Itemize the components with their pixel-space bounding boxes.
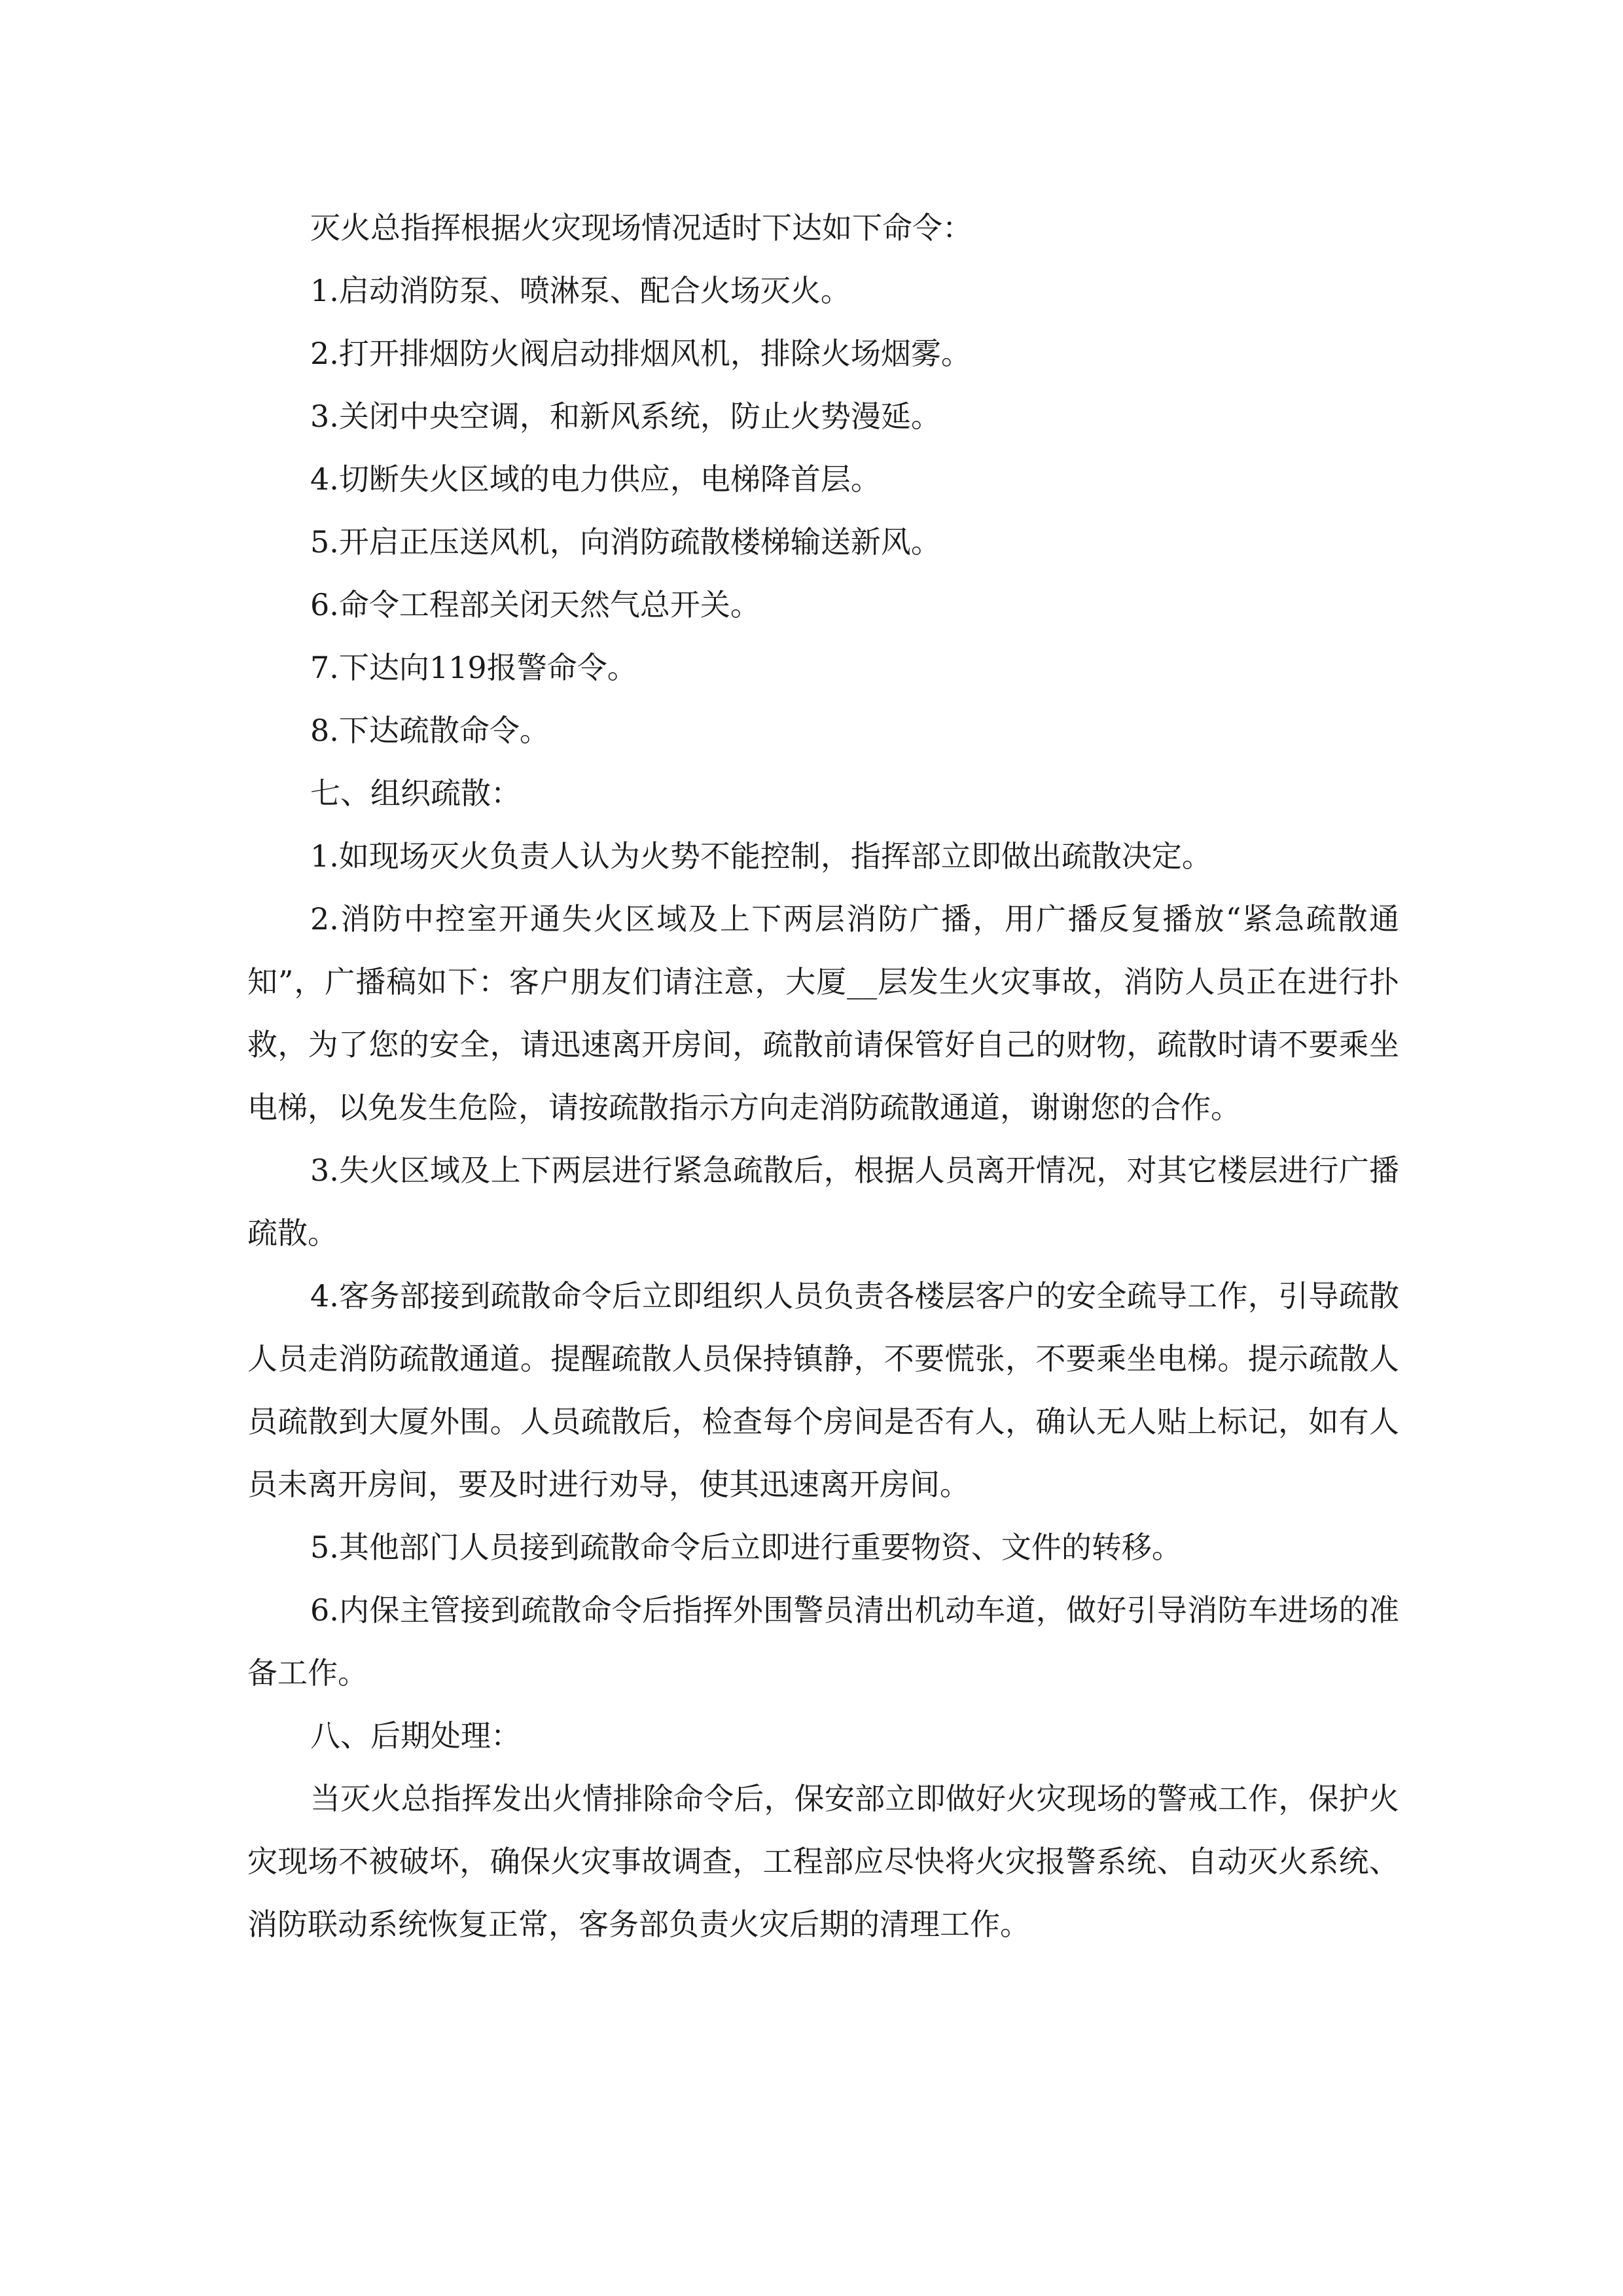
- paragraph-command-4: 4.切断失火区域的电力供应，电梯降首层。: [310, 461, 881, 497]
- paragraph-evacuation-1: 1.如现场灭火负责人认为火势不能控制，指挥部立即做出疏散决定。: [310, 838, 1212, 874]
- paragraph-evacuation-4: 4.客务部接到疏散命令后立即组织人员负责各楼层客户的安全疏导工作，引导疏散人员走消防疏散通道。提醒疏散人员保持镇静，不要慌张，不要乘坐电梯。提示疏散人员疏散到大厦外围。人员疏散后，检查每个房间是否有人，确认无人贴上标记，如有人员未离开房间，要及时进行劝导，使其迅速离开房间。: [247, 1278, 1399, 1502]
- paragraph-evacuation-6: 6.内保主管接到疏散命令后指挥外围警员清出机动车道，做好引导消防车进场的准备工作。: [247, 1592, 1399, 1691]
- paragraph-evacuation-2: 2.消防中控室开通失火区域及上下两层消防广播，用广播反复播放“紧急疏散通知”，广播稿如下：客户朋友们请注意，大厦__层发生火灾事故，消防人员正在进行扑救，为了您的安全，请迅速离开房间，疏散前请保管好自己的财物，疏散时请不要乘坐电梯，以免发生危险，请按疏散指示方向走消防疏散通道，谢谢您的合作。: [247, 901, 1399, 1125]
- paragraph-command-7: 7.下达向119报警命令。: [310, 650, 637, 685]
- document-body: [247, 196, 1399, 1956]
- section-heading-evacuation: 七、组织疏散：: [310, 776, 521, 811]
- paragraph-aftermath: 当灭火总指挥发出火情排除命令后，保安部立即做好火灾现场的警戒工作，保护火灾现场不被破坏，确保火灾事故调查，工程部应尽快将火灾报警系统、自动灭火系统、消防联动系统恢复正常，客务部负责火灾后期的清理工作。: [247, 1781, 1399, 1942]
- paragraph-command-8: 8.下达疏散命令。: [310, 713, 550, 748]
- paragraph-command-2: 2.打开排烟防火阀启动排烟风机，排除火场烟雾。: [310, 336, 971, 371]
- section-heading-aftermath: 八、后期处理：: [310, 1718, 521, 1753]
- paragraph-command-1: 1.启动消防泵、喷淋泵、配合火场灭火。: [310, 273, 851, 308]
- paragraph-command-3: 3.关闭中央空调，和新风系统，防止火势漫延。: [310, 399, 941, 434]
- paragraph-command-6: 6.命令工程部关闭天然气总开关。: [310, 587, 760, 622]
- paragraph-evacuation-5: 5.其他部门人员接到疏散命令后立即进行重要物资、文件的转移。: [310, 1530, 1182, 1565]
- paragraph-commands-intro: 灭火总指挥根据火灾现场情况适时下达如下命令：: [310, 210, 972, 245]
- paragraph-evacuation-3: 3.失火区域及上下两层进行紧急疏散后，根据人员离开情况，对其它楼层进行广播疏散。: [247, 1153, 1399, 1251]
- paragraph-command-5: 5.开启正压送风机，向消防疏散楼梯输送新风。: [310, 524, 941, 560]
